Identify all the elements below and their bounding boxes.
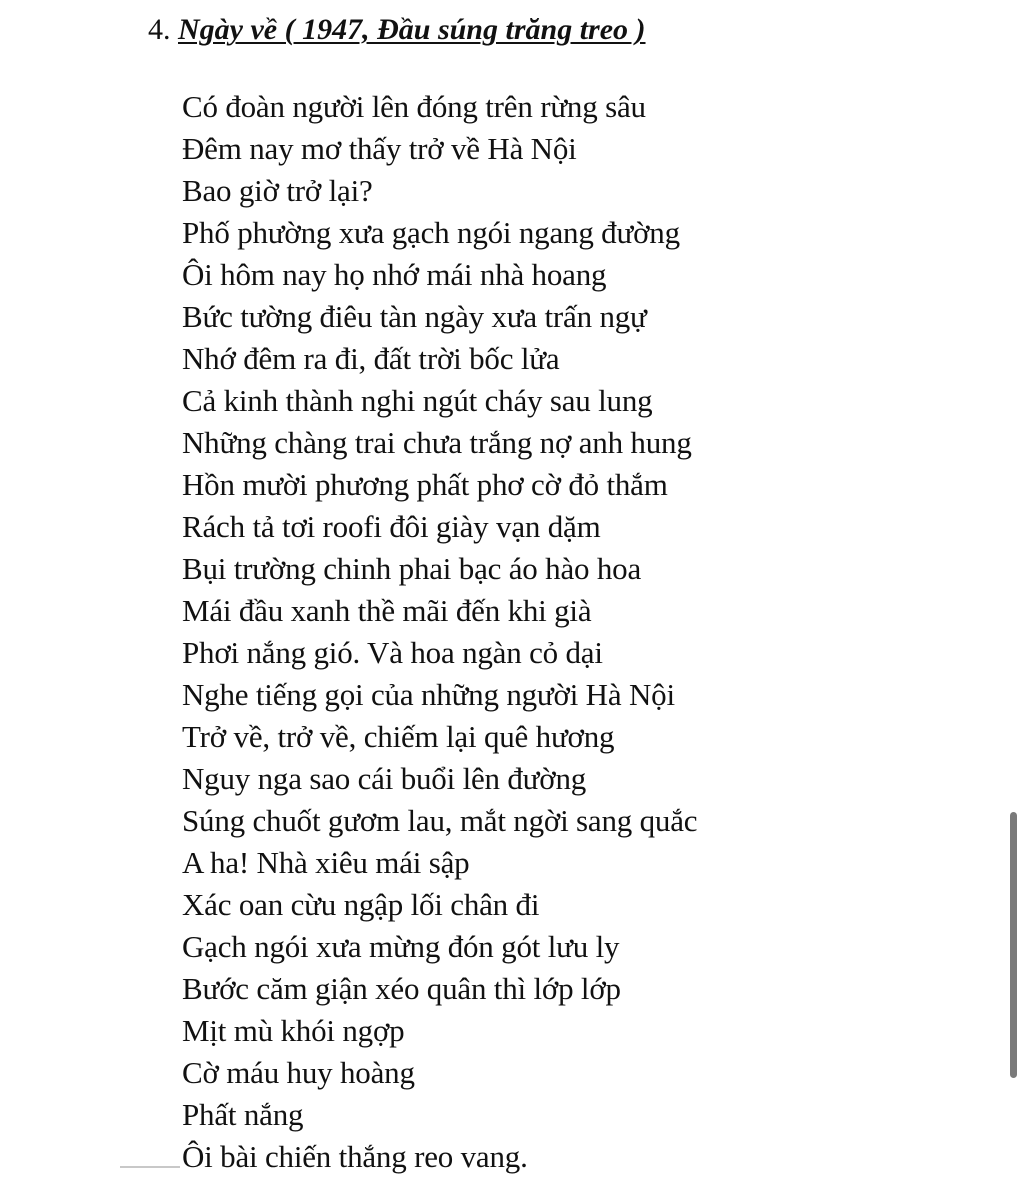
poem-line: Đêm nay mơ thấy trở về Hà Nội — [182, 131, 577, 166]
poem-line: Ôi bài chiến thắng reo vang. — [182, 1139, 528, 1174]
poem-line: Mịt mù khói ngợp — [182, 1013, 405, 1048]
poem-line: Phố phường xưa gạch ngói ngang đường — [182, 215, 680, 250]
poem-line: Hồn mười phương phất phơ cờ đỏ thắm — [182, 467, 668, 502]
poem-number: 4. — [148, 13, 171, 46]
poem-line: Phất nắng — [182, 1097, 304, 1132]
poem-line: Bụi trường chinh phai bạc áo hào hoa — [182, 551, 642, 586]
poem-line: Trở về, trở về, chiếm lại quê hương — [182, 719, 615, 754]
poem-line: Nguy nga sao cái buổi lên đường — [182, 761, 587, 796]
poem-line: Rách tả tơi roofi đôi giày vạn dặm — [182, 509, 601, 544]
poem-line: Nghe tiếng gọi của những người Hà Nội — [182, 677, 675, 712]
poem-line: Ôi hôm nay họ nhớ mái nhà hoang — [182, 257, 607, 292]
poem-body — [182, 86, 697, 1178]
poem-line: Súng chuốt gươm lau, mắt ngời sang quắc — [182, 803, 698, 838]
scrollbar-thumb[interactable] — [1010, 812, 1017, 1078]
poem-line: Bức tường điêu tàn ngày xưa trấn ngự — [182, 299, 647, 334]
poem-line: Cả kinh thành nghi ngút cháy sau lung — [182, 383, 653, 418]
poem-title: Ngày về ( 1947, Đầu súng trăng treo ) — [178, 13, 646, 46]
page-edge-mark — [120, 1166, 180, 1168]
poem-line: Có đoàn người lên đóng trên rừng sâu — [182, 89, 646, 124]
poem-line: Nhớ đêm ra đi, đất trời bốc lửa — [182, 341, 560, 376]
poem-heading — [148, 10, 646, 50]
poem-line: Phơi nắng gió. Và hoa ngàn cỏ dại — [182, 635, 603, 670]
poem-line: Những chàng trai chưa trắng nợ anh hung — [182, 425, 692, 460]
poem-line: Gạch ngói xưa mừng đón gót lưu ly — [182, 929, 620, 964]
vertical-scrollbar[interactable] — [1006, 0, 1020, 1172]
poem-line: Xác oan cừu ngập lối chân đi — [182, 887, 540, 922]
poem-line: Cờ máu huy hoàng — [182, 1055, 415, 1090]
poem-line: A ha! Nhà xiêu mái sập — [182, 845, 470, 880]
poem-line: Bước căm giận xéo quân thì lớp lớp — [182, 971, 621, 1006]
poem-line: Bao giờ trở lại? — [182, 173, 373, 208]
poem-line: Mái đầu xanh thề mãi đến khi già — [182, 593, 592, 628]
